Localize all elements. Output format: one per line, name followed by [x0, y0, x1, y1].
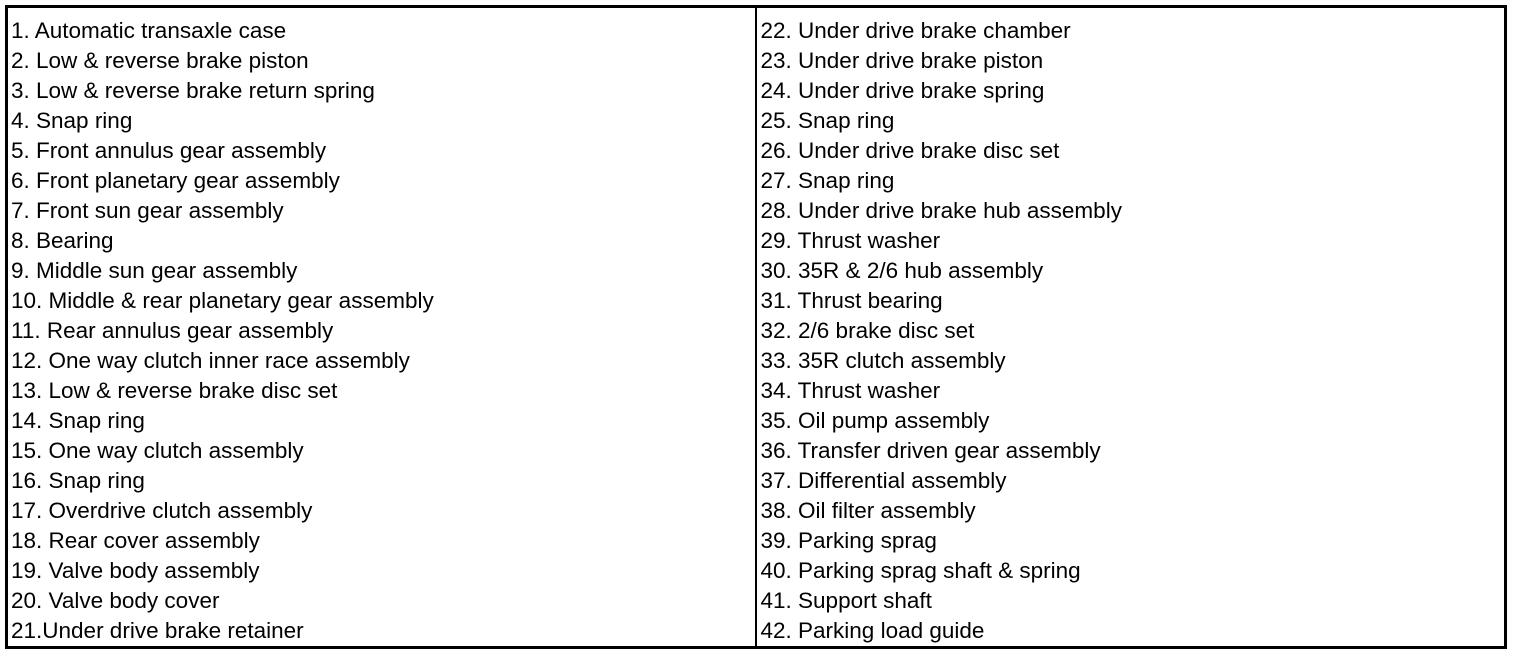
legend-item: 1. Automatic transaxle case [11, 18, 287, 43]
legend-item: 35. Oil pump assembly [760, 408, 990, 433]
right-column [757, 8, 1505, 646]
parts-legend-table [5, 5, 1507, 649]
legend-item: 11. Rear annulus gear assembly [11, 318, 334, 343]
legend-item: 6. Front planetary gear assembly [11, 168, 340, 193]
legend-item: 4. Snap ring [11, 108, 133, 133]
legend-item: 12. One way clutch inner race assembly [11, 348, 410, 373]
legend-item: 38. Oil filter assembly [760, 498, 976, 523]
legend-item: 42. Parking load guide [760, 618, 985, 643]
legend-item: 23. Under drive brake piston [760, 48, 1044, 73]
legend-item: 15. One way clutch assembly [11, 438, 304, 463]
legend-item: 10. Middle & rear planetary gear assembly [11, 288, 434, 313]
legend-item: 20. Valve body cover [11, 588, 220, 613]
legend-item: 37. Differential assembly [760, 468, 1007, 493]
legend-item: 34. Thrust washer [760, 378, 941, 403]
legend-item: 7. Front sun gear assembly [11, 198, 284, 223]
legend-item: 18. Rear cover assembly [11, 528, 260, 553]
legend-item: 39. Parking sprag [760, 528, 937, 553]
legend-item: 21.Under drive brake retainer [11, 618, 304, 643]
legend-item: 13. Low & reverse brake disc set [11, 378, 338, 403]
legend-item: 22. Under drive brake chamber [760, 18, 1071, 43]
legend-item: 40. Parking sprag shaft & spring [760, 558, 1081, 583]
legend-item: 31. Thrust bearing [760, 288, 943, 313]
legend-item: 2. Low & reverse brake piston [11, 48, 309, 73]
legend-item: 16. Snap ring [11, 468, 145, 493]
legend-item: 41. Support shaft [760, 588, 932, 613]
legend-item: 30. 35R & 2/6 hub assembly [760, 258, 1044, 283]
legend-item: 3. Low & reverse brake return spring [11, 78, 375, 103]
legend-item: 9. Middle sun gear assembly [11, 258, 298, 283]
legend-item: 17. Overdrive clutch assembly [11, 498, 313, 523]
legend-item: 25. Snap ring [760, 108, 895, 133]
legend-item: 29. Thrust washer [760, 228, 941, 253]
legend-item: 5. Front annulus gear assembly [11, 138, 327, 163]
legend-item: 24. Under drive brake spring [760, 78, 1045, 103]
legend-item: 14. Snap ring [11, 408, 145, 433]
legend-item: 28. Under drive brake hub assembly [760, 198, 1122, 223]
legend-item: 8. Bearing [11, 228, 114, 253]
legend-item: 26. Under drive brake disc set [760, 138, 1060, 163]
legend-item: 33. 35R clutch assembly [760, 348, 1006, 373]
legend-item: 32. 2/6 brake disc set [760, 318, 975, 343]
legend-item: 36. Transfer driven gear assembly [760, 438, 1101, 463]
left-column [8, 8, 757, 646]
legend-item: 19. Valve body assembly [11, 558, 260, 583]
legend-item: 27. Snap ring [760, 168, 895, 193]
